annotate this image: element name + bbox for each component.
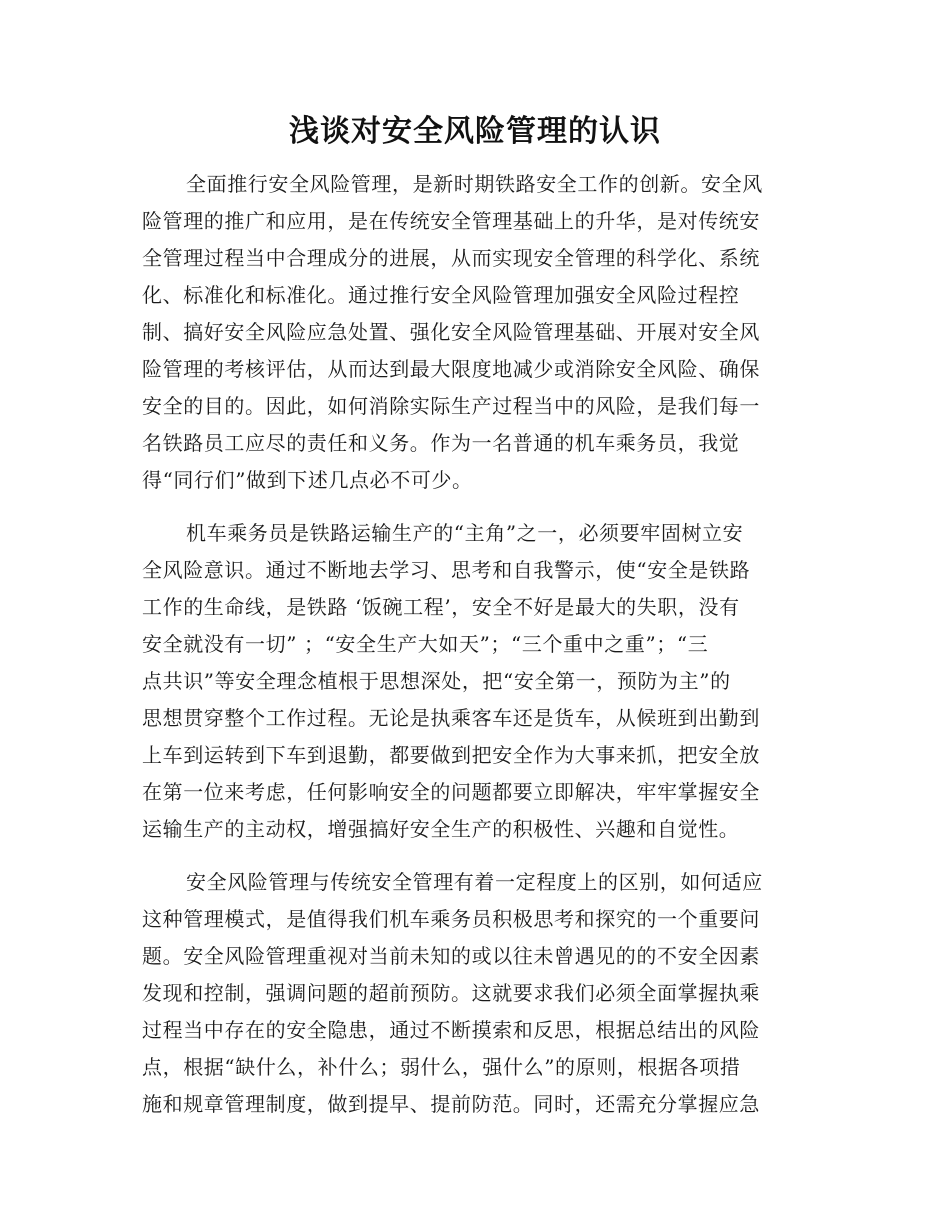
paragraph-2-line-1: 机车乘务员是铁路运输生产的“主角”之一，必须要牢固树立安 xyxy=(186,521,744,545)
paragraph-1-line-7: 安全的目的。因此，如何消除实际生产过程当中的风险，是我们每一 xyxy=(142,394,760,418)
paragraph-2-line-4: 安全就没有一切” ；“安全生产大如天”；“三个重中之重”；“三 xyxy=(142,632,709,656)
paragraph-2-line-8: 在第一位来考虑，任何影响安全的问题都要立即解决，牢牢掌握安全 xyxy=(142,780,760,804)
paragraph-3-line-5: 过程当中存在的安全隐患，通过不断摸索和反思，根据总结出的风险 xyxy=(142,1018,760,1042)
paragraph-2-line-9: 运输生产的主动权，增强搞好安全生产的积极性、兴趣和自觉性。 xyxy=(142,817,740,841)
paragraph-3-line-6: 点，根据“缺什么，补什么；弱什么，强什么”的原则，根据各项措 xyxy=(142,1055,741,1079)
paragraph-1-line-9: 得“同行们”做到下述几点必不可少。 xyxy=(142,468,473,492)
document-title: 浅谈对安全风险管理的认识 xyxy=(289,114,661,149)
paragraph-3-line-2: 这种管理模式，是值得我们机车乘务员积极思考和探究的一个重要问 xyxy=(142,907,760,931)
paragraph-3-line-1: 安全风险管理与传统安全管理有着一定程度上的区别，如何适应 xyxy=(186,870,763,894)
paragraph-1-line-1: 全面推行安全风险管理，是新时期铁路安全工作的创新。安全风 xyxy=(186,172,763,196)
paragraph-2-line-5: 点共识”等安全理念植根于思想深处，把“安全第一，预防为主”的 xyxy=(142,669,731,693)
paragraph-3-line-3: 题。安全风险管理重视对当前未知的或以往未曾遇见的的不安全因素 xyxy=(142,944,760,968)
paragraph-2-line-3: 工作的生命线，是铁路 ‘饭碗工程’，安全不好是最大的失职，没有 xyxy=(142,595,740,619)
paragraph-1-line-6: 险管理的考核评估，从而达到最大限度地减少或消除安全风险、确保 xyxy=(142,357,760,381)
paragraph-1-line-8: 名铁路员工应尽的责任和义务。作为一名普通的机车乘务员，我觉 xyxy=(142,431,740,455)
paragraph-3-line-4: 发现和控制，强调问题的超前预防。这就要求我们必须全面掌握执乘 xyxy=(142,981,760,1005)
paragraph-2-line-2: 全风险意识。通过不断地去学习、思考和自我警示，使“安全是铁路 xyxy=(142,558,751,582)
paragraph-1-line-2: 险管理的推广和应用，是在传统安全管理基础上的升华，是对传统安 xyxy=(142,209,760,233)
paragraph-1-line-4: 化、标准化和标准化。通过推行安全风险管理加强安全风险过程控 xyxy=(142,283,740,307)
paragraph-2-line-6: 思想贯穿整个工作过程。无论是执乘客车还是货车，从候班到出勤到 xyxy=(142,706,760,730)
paragraph-3-line-7: 施和规章管理制度，做到提早、提前防范。同时，还需充分掌握应急 xyxy=(142,1092,760,1116)
paragraph-2-line-7: 上车到运转到下车到退勤，都要做到把安全作为大事来抓，把安全放 xyxy=(142,743,760,767)
paragraph-1-line-5: 制、搞好安全风险应急处置、强化安全风险管理基础、开展对安全风 xyxy=(142,320,760,344)
paragraph-1-line-3: 全管理过程当中合理成分的进展，从而实现安全管理的科学化、系统 xyxy=(142,246,760,270)
